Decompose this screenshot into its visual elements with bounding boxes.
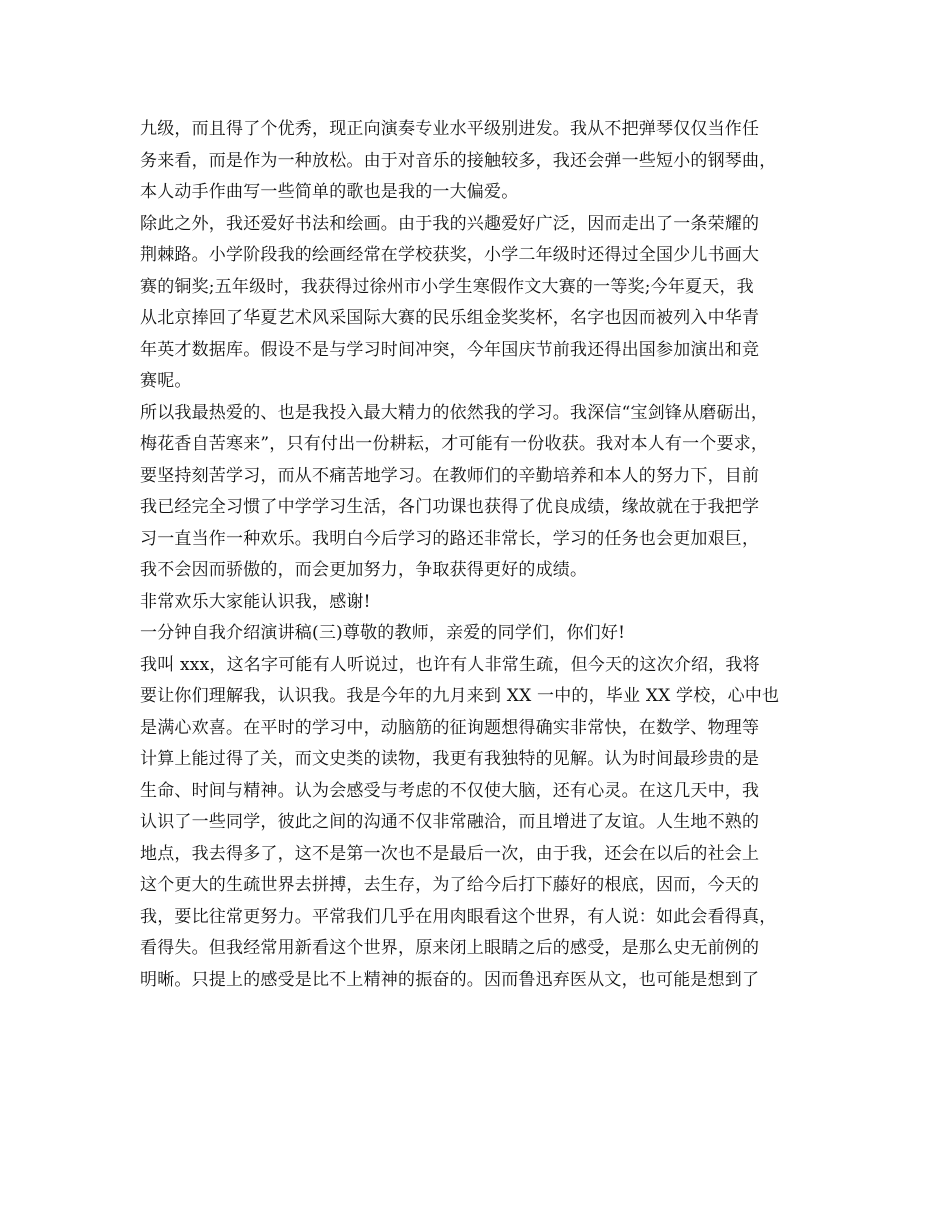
text-line: 要坚持刻苦学习，而从不痛苦地学习。在教师们的辛勤培养和本人的努力下，目前 bbox=[140, 465, 760, 486]
text-line: 年英才数据库。假设不是与学习时间冲突，今年国庆节前我还得出国参加演出和竞 bbox=[140, 339, 760, 360]
text-line: 明晰。只提上的感受是比不上精神的振奋的。因而鲁迅弃医从文，也可能是想到了 bbox=[140, 969, 760, 990]
text-line: 我已经完全习惯了中学学习生活，各门功课也获得了优良成绩，缘故就在于我把学 bbox=[140, 497, 760, 517]
text-line: 看得失。但我经常用新看这个世界，原来闭上眼睛之后的感受，是那么史无前例的 bbox=[140, 938, 760, 958]
text-line: 赛呢。 bbox=[140, 371, 192, 391]
text-line: 非常欢乐大家能认识我，感谢! bbox=[140, 591, 371, 612]
text-line: 我，要比往常更努力。平常我们几乎在用肉眼看这个世界，有人说：如此会看得真， bbox=[140, 906, 777, 927]
text-line: 我叫 xxx，这名字可能有人听说过，也许有人非常生疏，但今天的这次介绍，我将 bbox=[140, 654, 760, 675]
text-line: 本人动手作曲写一些简单的歌也是我的一大偏爱。 bbox=[140, 182, 519, 202]
text-line: 习一直当作一种欢乐。我明白今后学习的路还非常长，学习的任务也会更加艰巨， bbox=[140, 528, 760, 549]
text-line: 梅花香自苦寒来”，只有付出一份耕耘，才可能有一份收获。我对本人有一个要求， bbox=[140, 434, 769, 454]
text-line: 除此之外，我还爱好书法和绘画。由于我的兴趣爱好广泛，因而走出了一条荣耀的 bbox=[140, 213, 760, 234]
text-line: 这个更大的生疏世界去拼搏，去生存，为了给今后打下藤好的根底，因而，今天的 bbox=[140, 875, 760, 895]
text-line: 荆棘路。小学阶段我的绘画经常在学校获奖，小学二年级时还得过全国少儿书画大 bbox=[140, 245, 760, 265]
text-line: 务来看，而是作为一种放松。由于对音乐的接触较多，我还会弹一些短小的钢琴曲， bbox=[140, 150, 777, 171]
text-line: 从北京捧回了华夏艺术风采国际大赛的民乐组金奖奖杯，名字也因而被列入中华青 bbox=[140, 308, 760, 328]
text-line: 赛的铜奖;五年级时，我获得过徐州市小学生寒假作文大赛的一等奖;今年夏天，我 bbox=[140, 276, 754, 297]
text-line: 计算上能过得了关，而文史类的读物，我更有我独特的见解。认为时间最珍贵的是 bbox=[140, 749, 760, 769]
document-body bbox=[140, 114, 830, 996]
text-line: 地点，我去得多了，这不是第一次也不是最后一次，由于我，还会在以后的社会上 bbox=[140, 843, 760, 864]
text-line: 九级，而且得了个优秀，现正向演奏专业水平级别进发。我从不把弹琴仅仅当作任 bbox=[140, 119, 760, 139]
text-line: 所以我最热爱的、也是我投入最大精力的依然我的学习。我深信“宝剑锋从磨砺出， bbox=[140, 402, 769, 423]
text-line: 我不会因而骄傲的，而会更加努力，争取获得更好的成绩。 bbox=[140, 560, 588, 580]
text-line: 认识了一些同学，彼此之间的沟通不仅非常融洽，而且增进了友谊。人生地不熟的 bbox=[140, 812, 760, 832]
text-line: 生命、时间与精神。认为会感受与考虑的不仅使大脑，还有心灵。在这几天中，我 bbox=[140, 780, 760, 801]
text-line: 要让你们理解我，认识我。我是今年的九月来到 XX 一中的，毕业 XX 学校，心中也 bbox=[140, 686, 780, 706]
section-heading: 一分钟自我介绍演讲稿(三)尊敬的教师，亲爱的同学们，你们好! bbox=[140, 623, 626, 643]
text-line: 是满心欢喜。在平时的学习中，动脑筋的征询题想得确实非常快，在数学、物理等 bbox=[140, 717, 760, 738]
